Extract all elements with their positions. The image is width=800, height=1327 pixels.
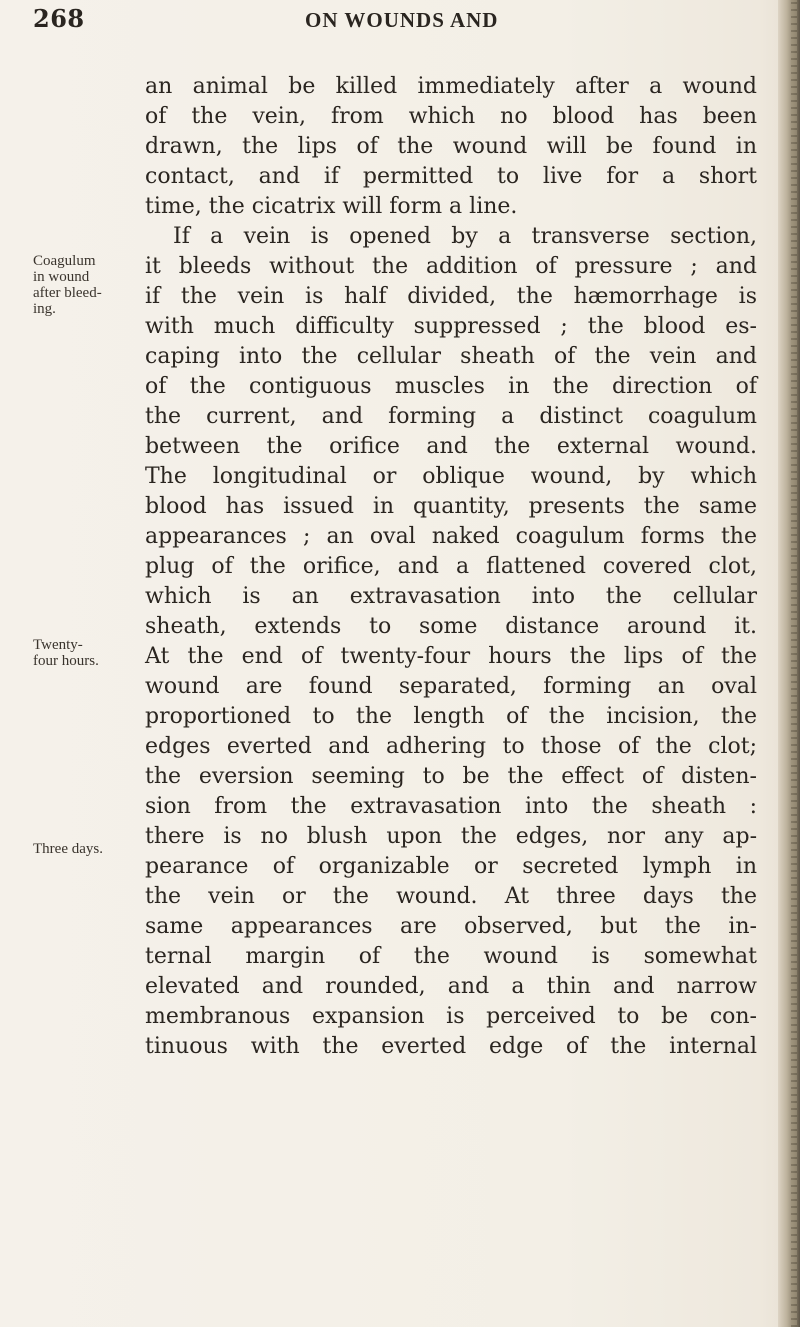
text-line: proportioned to the length of the incision, the	[145, 704, 757, 729]
text-line: ternal margin of the wound is somewhat	[145, 944, 757, 969]
text-line: caping into the cellular sheath of the vein and	[145, 344, 757, 369]
text-line: sheath, extends to some distance around it.	[145, 614, 757, 639]
margin-note-line: Three days.	[33, 841, 103, 857]
text-line: drawn, the lips of the wound will be found in	[145, 134, 757, 159]
text-line: elevated and rounded, and a thin and narrow	[145, 974, 757, 999]
margin-note-coagulum	[33, 253, 102, 317]
margin-note-line: Twenty-	[33, 637, 83, 653]
margin-note-line: ing.	[33, 301, 56, 317]
text-line: blood has issued in quantity, presents the same	[145, 494, 757, 519]
page-number: 268	[33, 4, 85, 33]
text-line: sion from the extravasation into the sheath :	[145, 794, 757, 819]
text-line: of the vein, from which no blood has been	[145, 104, 757, 129]
text-line: At the end of twenty-four hours the lips of the	[145, 644, 757, 669]
text-line: with much difficulty suppressed ; the blood es-	[145, 314, 757, 339]
text-line: same appearances are observed, but the in-	[145, 914, 757, 939]
text-line: the eversion seeming to be the effect of disten-	[145, 764, 757, 789]
text-line: If a vein is opened by a transverse section,	[173, 224, 757, 249]
text-line: wound are found separated, forming an oval	[145, 674, 757, 699]
text-line: edges everted and adhering to those of the clot;	[145, 734, 757, 759]
text-line: pearance of organizable or secreted lymph in	[145, 854, 757, 879]
text-line: there is no blush upon the edges, nor any ap-	[145, 824, 757, 849]
margin-note-line: Coagulum	[33, 253, 96, 269]
text-line: if the vein is half divided, the hæmorrhage is	[145, 284, 757, 309]
margin-note-line: in wound	[33, 269, 90, 285]
text-line: which is an extravasation into the cellular	[145, 584, 757, 609]
margin-note-line: four hours.	[33, 653, 99, 669]
text-line: appearances ; an oval naked coagulum forms the	[145, 524, 757, 549]
margin-note-line: after bleed-	[33, 285, 102, 301]
body-text	[145, 72, 757, 1062]
page-stack-edges	[791, 0, 797, 1327]
text-line: tinuous with the everted edge of the internal	[145, 1034, 757, 1059]
text-line: it bleeds without the addition of pressure ; and	[145, 254, 757, 279]
text-line: between the orifice and the external wound.	[145, 434, 757, 459]
text-line: an animal be killed immediately after a wound	[145, 74, 757, 99]
text-line: the vein or the wound. At three days the	[145, 884, 757, 909]
running-head: ON WOUNDS AND	[305, 8, 499, 32]
text-line: membranous expansion is perceived to be con-	[145, 1004, 757, 1029]
text-line: the current, and forming a distinct coagulum	[145, 404, 757, 429]
text-line: of the contiguous muscles in the direction of	[145, 374, 757, 399]
text-line: plug of the orifice, and a flattened covered clot,	[145, 554, 757, 579]
text-line: The longitudinal or oblique wound, by which	[145, 464, 757, 489]
margin-note-three-days	[33, 841, 103, 857]
margin-note-twenty-four-hours	[33, 637, 99, 669]
text-line: contact, and if permitted to live for a short	[145, 164, 757, 189]
text-line: time, the cicatrix will form a line.	[145, 194, 518, 219]
